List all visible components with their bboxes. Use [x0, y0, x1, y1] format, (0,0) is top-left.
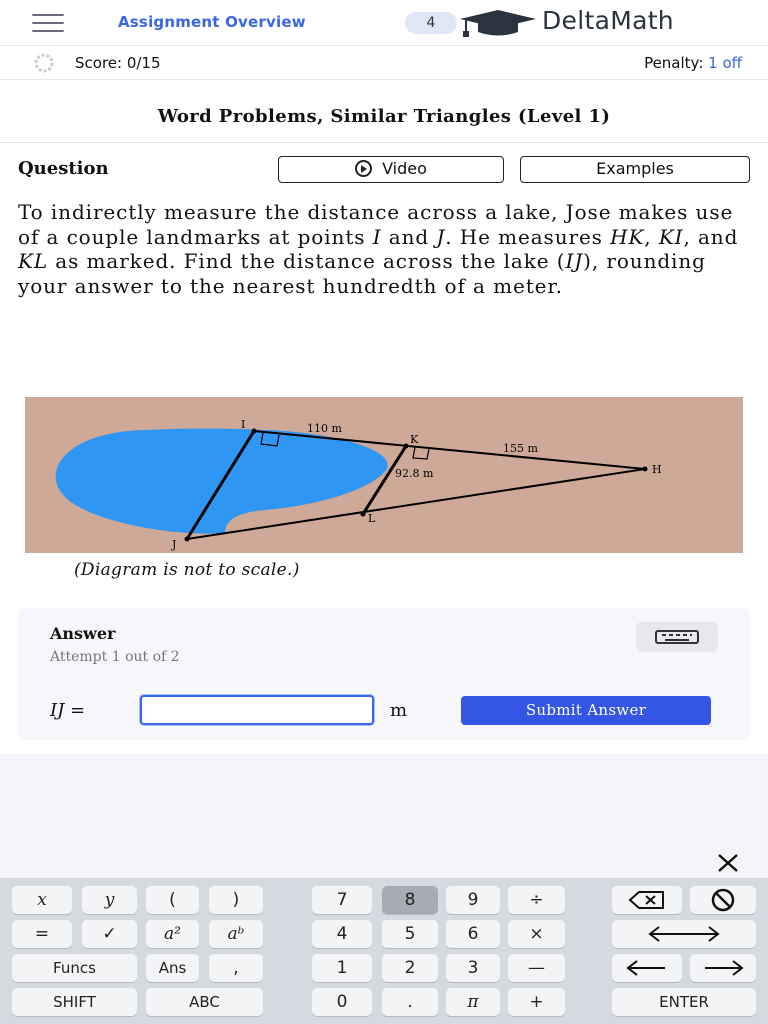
left-right-arrow-icon — [647, 925, 721, 943]
key-5[interactable]: 5 — [382, 920, 438, 948]
answer-input[interactable] — [140, 695, 374, 725]
diagram-caption: (Diagram is not to scale.) — [74, 560, 300, 580]
score-bar — [0, 46, 768, 80]
right-arrow-icon — [701, 959, 745, 977]
problem-title: Word Problems, Similar Triangles (Level 1) — [157, 106, 611, 127]
key-1[interactable]: 1 — [312, 954, 372, 982]
funcs-key[interactable]: Funcs — [12, 954, 137, 982]
key-9[interactable]: 9 — [446, 886, 500, 914]
clear-icon — [710, 888, 736, 912]
attempt-counter: Attempt 1 out of 2 — [50, 649, 180, 665]
video-button[interactable] — [278, 156, 504, 183]
label-L: L — [368, 512, 376, 525]
score-text: Score: 0/15 — [75, 54, 161, 72]
key-a-power-b[interactable]: aᵇ — [209, 920, 263, 948]
key-8[interactable]: 8 — [382, 886, 438, 914]
answer-section — [18, 608, 750, 740]
assignment-count-badge: 4 — [405, 12, 457, 34]
key-equals[interactable]: = — [12, 920, 72, 948]
key-decimal[interactable]: . — [382, 988, 438, 1016]
label-I: I — [241, 418, 246, 431]
key-2[interactable]: 2 — [382, 954, 438, 982]
left-arrow-key[interactable] — [612, 954, 682, 982]
backspace-icon — [627, 890, 667, 910]
key-pi[interactable]: π — [446, 988, 500, 1016]
lake-diagram — [25, 397, 743, 553]
penalty-value[interactable]: 1 off — [708, 54, 742, 72]
penalty-text — [644, 54, 742, 72]
label-K: K — [410, 433, 419, 446]
left-right-arrow-key[interactable] — [612, 920, 756, 948]
key-comma[interactable]: , — [209, 954, 263, 982]
enter-key[interactable]: ENTER — [612, 988, 756, 1016]
math-keyboard — [0, 878, 768, 1024]
key-open-paren[interactable]: ( — [146, 886, 199, 914]
left-arrow-icon — [625, 959, 669, 977]
penalty-label: Penalty: — [644, 54, 704, 72]
key-3[interactable]: 3 — [446, 954, 500, 982]
submit-answer-button[interactable]: Submit Answer — [461, 696, 711, 725]
answer-label: Answer — [50, 624, 116, 643]
abc-key[interactable]: ABC — [146, 988, 263, 1016]
hamburger-menu-icon[interactable] — [32, 14, 64, 32]
key-minus[interactable]: — — [508, 954, 565, 982]
loading-spinner-icon — [26, 53, 62, 73]
deltamath-logo-text: DeltaMath — [542, 6, 674, 35]
key-0[interactable]: 0 — [312, 988, 372, 1016]
video-button-label: Video — [382, 159, 427, 178]
key-divide[interactable]: ÷ — [508, 886, 565, 914]
play-icon — [355, 160, 372, 177]
answer-input-label: IJ = — [50, 700, 86, 721]
key-check[interactable]: ✓ — [82, 920, 137, 948]
label-H: H — [652, 463, 662, 476]
toggle-keyboard-button[interactable] — [636, 622, 718, 652]
top-bar — [0, 0, 768, 46]
ans-key[interactable]: Ans — [146, 954, 199, 982]
key-multiply[interactable]: × — [508, 920, 565, 948]
measure-KL: 92.8 m — [395, 467, 434, 480]
answer-unit: m — [390, 700, 408, 721]
key-close-paren[interactable]: ) — [209, 886, 263, 914]
label-J: J — [172, 538, 177, 551]
key-a-squared[interactable]: a² — [146, 920, 199, 948]
measure-IK: 110 m — [307, 422, 342, 435]
keyboard-icon — [655, 630, 699, 644]
key-plus[interactable]: + — [508, 988, 565, 1016]
problem-card — [0, 80, 768, 754]
key-6[interactable]: 6 — [446, 920, 500, 948]
divider — [0, 142, 768, 143]
backspace-key[interactable] — [612, 886, 682, 914]
examples-button[interactable]: Examples — [520, 156, 750, 183]
assignment-overview-link[interactable]: Assignment Overview — [118, 13, 306, 31]
question-label: Question — [18, 158, 109, 179]
key-7[interactable]: 7 — [312, 886, 372, 914]
graduation-cap-icon — [456, 8, 536, 38]
key-y[interactable]: y — [82, 886, 137, 914]
shift-key[interactable]: SHIFT — [12, 988, 137, 1016]
close-keyboard-icon[interactable] — [716, 852, 740, 874]
problem-text: To indirectly measure the distance across a lake, Jose makes use of a couple landmarks at points I and J. He measures HK, KI, and KL as marked. Find the distance across the lake (IJ), rounding your answer to the nearest hundredth of a meter. — [18, 200, 739, 298]
clear-key[interactable] — [690, 886, 756, 914]
right-arrow-key[interactable] — [690, 954, 756, 982]
key-x[interactable]: x — [12, 886, 72, 914]
key-4[interactable]: 4 — [312, 920, 372, 948]
measure-KH: 155 m — [503, 442, 538, 455]
